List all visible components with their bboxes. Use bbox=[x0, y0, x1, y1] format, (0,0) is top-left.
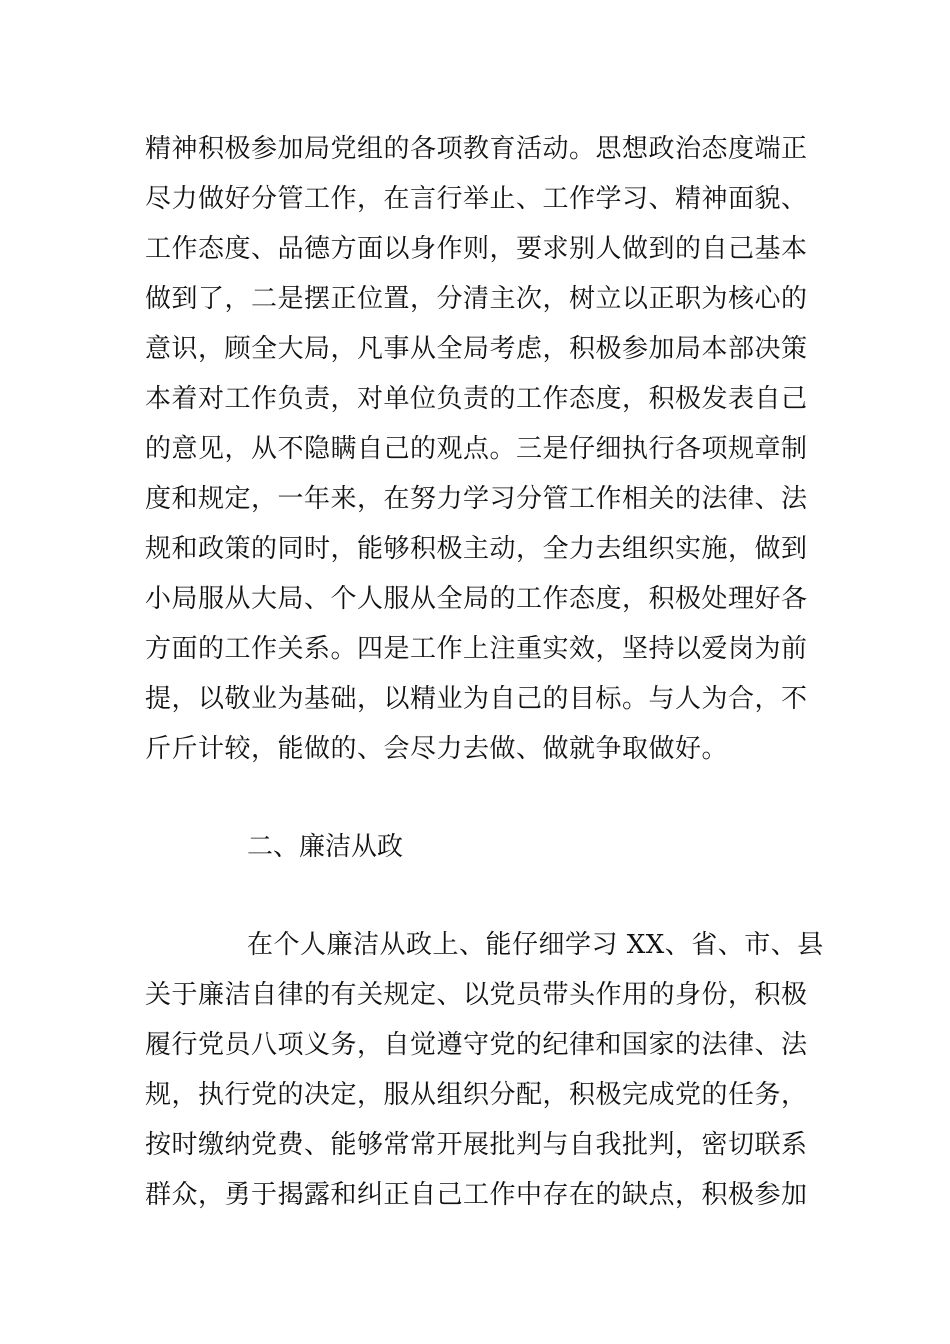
section-heading: 二、廉洁从政 bbox=[247, 832, 404, 862]
paragraph-line: 小局服从大局、个人服从全局的工作态度，积极处理好各 bbox=[145, 584, 808, 614]
paragraph-line: 方面的工作关系。四是工作上注重实效，坚持以爱岗为前 bbox=[145, 634, 808, 664]
paragraph-line: 按时缴纳党费、能够常常开展批判与自我批判，密切联系 bbox=[145, 1130, 808, 1160]
paragraph-first-line: 在个人廉洁从政上、能仔细学习 XX、省、市、县 bbox=[247, 930, 824, 960]
paragraph-line: 规和政策的同时，能够积极主动，全力去组织实施，做到 bbox=[145, 534, 808, 564]
paragraph-line: 关于廉洁自律的有关规定、以党员带头作用的身份，积极 bbox=[145, 980, 808, 1010]
paragraph-line: 的意见，从不隐瞒自己的观点。三是仔细执行各项规章制 bbox=[145, 434, 808, 464]
paragraph-line: 精神积极参加局党组的各项教育活动。思想政治态度端正 bbox=[145, 134, 808, 164]
paragraph-line: 度和规定，一年来，在努力学习分管工作相关的法律、法 bbox=[145, 484, 808, 514]
paragraph-line: 斤斤计较，能做的、会尽力去做、做就争取做好。 bbox=[145, 734, 729, 764]
paragraph-line: 做到了，二是摆正位置，分清主次，树立以正职为核心的 bbox=[145, 284, 808, 314]
paragraph-line: 提，以敬业为基础，以精业为自己的目标。与人为合，不 bbox=[145, 684, 808, 714]
paragraph-line: 群众，勇于揭露和纠正自己工作中存在的缺点，积极参加 bbox=[145, 1180, 808, 1210]
paragraph-line: 本着对工作负责，对单位负责的工作态度，积极发表自己 bbox=[145, 384, 808, 414]
paragraph-line: 意识，顾全大局，凡事从全局考虑，积极参加局本部决策 bbox=[145, 334, 808, 364]
paragraph-line: 履行党员八项义务，自觉遵守党的纪律和国家的法律、法 bbox=[145, 1030, 808, 1060]
paragraph-line: 规，执行党的决定，服从组织分配，积极完成党的任务， bbox=[145, 1080, 808, 1110]
paragraph-line: 尽力做好分管工作，在言行举止、工作学习、精神面貌、 bbox=[145, 184, 808, 214]
paragraph-line: 工作态度、品德方面以身作则，要求别人做到的自己基本 bbox=[145, 234, 808, 264]
